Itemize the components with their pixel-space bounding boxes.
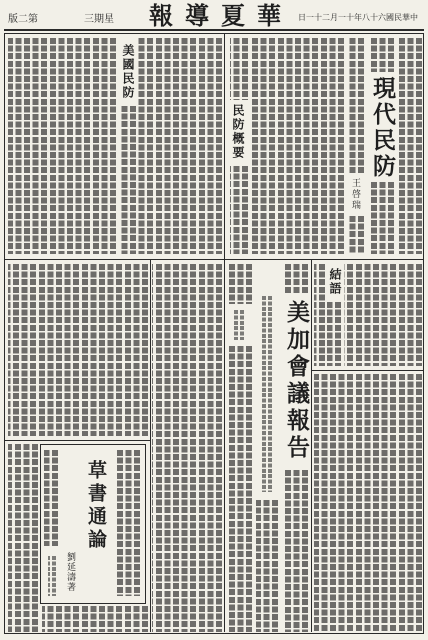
civil-defense-body <box>120 106 136 254</box>
book-ad-title: 草書通論 <box>85 460 107 552</box>
civil-defense-body <box>348 38 364 174</box>
section-divider <box>312 370 423 371</box>
meeting-report-body <box>282 264 308 294</box>
meeting-report-subtitle <box>262 296 272 492</box>
civil-defense-body <box>368 38 394 72</box>
civil-defense-body <box>8 264 148 436</box>
civil-defense-body <box>252 38 344 254</box>
civil-defense-body <box>138 38 222 254</box>
meeting-report-title: 美加會議報告 <box>283 300 310 462</box>
meeting-report-body <box>152 264 222 632</box>
civil-defense-body <box>230 166 248 254</box>
civil-defense-title: 現代民防 <box>369 76 396 180</box>
civil-defense-body <box>344 264 422 366</box>
book-ad-price <box>48 556 56 596</box>
column-divider <box>150 260 151 632</box>
column-divider <box>224 34 225 632</box>
weekday: 星期三 <box>84 14 114 25</box>
civil-defense-body <box>327 302 341 366</box>
meeting-report-body <box>314 374 422 632</box>
book-ad-author: 劉延濤著 <box>65 552 75 592</box>
civil-defense-body <box>368 182 394 254</box>
book-ad-blurb <box>44 450 58 546</box>
header-rule <box>4 29 424 31</box>
page-number: 第二版 <box>8 14 38 25</box>
civil-defense-body <box>8 38 116 254</box>
column-divider <box>311 260 312 632</box>
civil-defense-body <box>314 264 325 366</box>
section-heading-overview: 民防概要 <box>231 104 245 160</box>
issue-date: 中華民國六十八年十一月二十一日 <box>298 13 418 22</box>
section-heading-us: 美國民防 <box>121 44 135 100</box>
section-divider <box>5 440 150 441</box>
meeting-report-body <box>228 346 252 632</box>
article-body-text <box>8 444 38 632</box>
masthead-title: 華夏導報 <box>149 1 293 30</box>
meeting-report-body <box>282 470 308 632</box>
section-heading-conclusion: 結語 <box>328 268 342 296</box>
section-divider <box>5 259 423 260</box>
meeting-report-author <box>234 310 244 340</box>
article-body-text <box>42 606 148 632</box>
meeting-report-body <box>256 500 278 632</box>
book-ad-blurb <box>114 450 140 596</box>
civil-defense-body <box>396 38 422 254</box>
civil-defense-body <box>230 38 248 100</box>
civil-defense-body <box>348 216 364 254</box>
meeting-report-body <box>228 264 252 304</box>
civil-defense-author: 王啓瑞 <box>350 178 360 211</box>
